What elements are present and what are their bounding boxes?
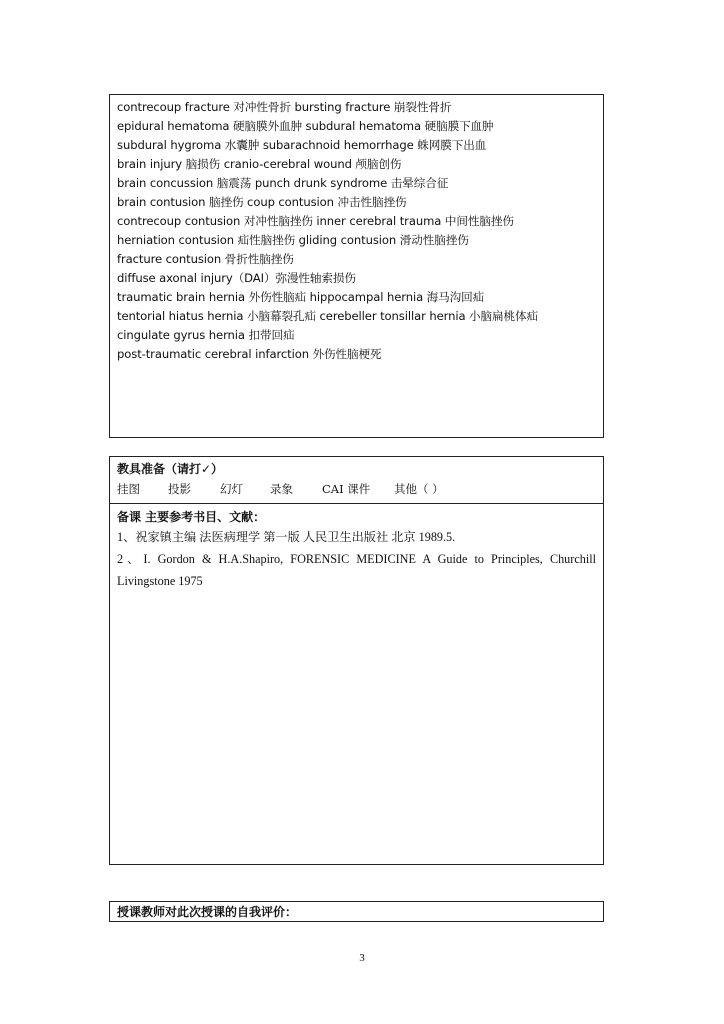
equipment-option-projector: 投影 xyxy=(168,482,191,496)
equipment-option-cai: CAI 课件 xyxy=(322,482,371,496)
terminology-box xyxy=(109,94,604,438)
term-line: tentorial hiatus hernia 小脑幕裂孔疝 cerebeller tonsillar hernia 小脑扁桃体疝 xyxy=(117,309,538,323)
term-line: post-traumatic cerebral infarction 外伤性脑梗死 xyxy=(117,347,382,361)
term-line: contrecoup fracture 对冲性骨折 bursting fracture 崩裂性骨折 xyxy=(117,100,452,114)
reference-item: 2、I. Gordon & H.A.Shapiro, FORENSIC MEDICINE A Guide to Principles, Churchill Livingstone 1975 xyxy=(117,552,596,588)
term-line: traumatic brain hernia 外伤性脑疝 hippocampal hernia 海马沟回疝 xyxy=(117,290,485,304)
equipment-option-slides: 幻灯 xyxy=(220,482,243,496)
equipment-option-video: 录象 xyxy=(270,482,293,496)
term-line: epidural hematoma 硬脑膜外血肿 subdural hematoma 硬脑膜下血肿 xyxy=(117,119,494,133)
term-line: herniation contusion 疝性脑挫伤 gliding contusion 滑动性脑挫伤 xyxy=(117,233,469,247)
equipment-option-other: 其他（ ） xyxy=(394,482,444,496)
term-line: diffuse axonal injury（DAI）弥漫性轴索损伤 xyxy=(117,271,356,285)
term-line: subdural hygroma 水囊肿 subarachnoid hemorrhage 蛛网膜下出血 xyxy=(117,138,487,152)
term-line: brain concussion 脑震荡 punch drunk syndrome 击晕综合征 xyxy=(117,176,449,190)
term-line: brain injury 脑损伤 cranio-cerebral wound 颅脑创伤 xyxy=(117,157,402,171)
page-number: 3 xyxy=(359,952,365,964)
term-line: cingulate gyrus hernia 扣带回疝 xyxy=(117,328,295,342)
reference-item: 1、祝家镇主编 法医病理学 第一版 人民卫生出版社 北京 1989.5. xyxy=(117,530,456,544)
teaching-equipment-box xyxy=(109,456,604,504)
self-evaluation-title: 授课教师对此次授课的自我评价： xyxy=(117,905,298,919)
equipment-option-wall-chart: 挂图 xyxy=(117,482,140,496)
equipment-title: 教具准备（请打✓） xyxy=(117,462,224,476)
references-title: 备课 主要参考书目、文献： xyxy=(117,510,266,524)
term-line: contrecoup contusion 对冲性脑挫伤 inner cerebral trauma 中间性脑挫伤 xyxy=(117,214,514,228)
self-evaluation-box xyxy=(109,901,604,922)
term-line: fracture contusion 骨折性脑挫伤 xyxy=(117,252,294,266)
references-box xyxy=(109,503,604,865)
term-line: brain contusion 脑挫伤 coup contusion 冲击性脑挫伤 xyxy=(117,195,407,209)
